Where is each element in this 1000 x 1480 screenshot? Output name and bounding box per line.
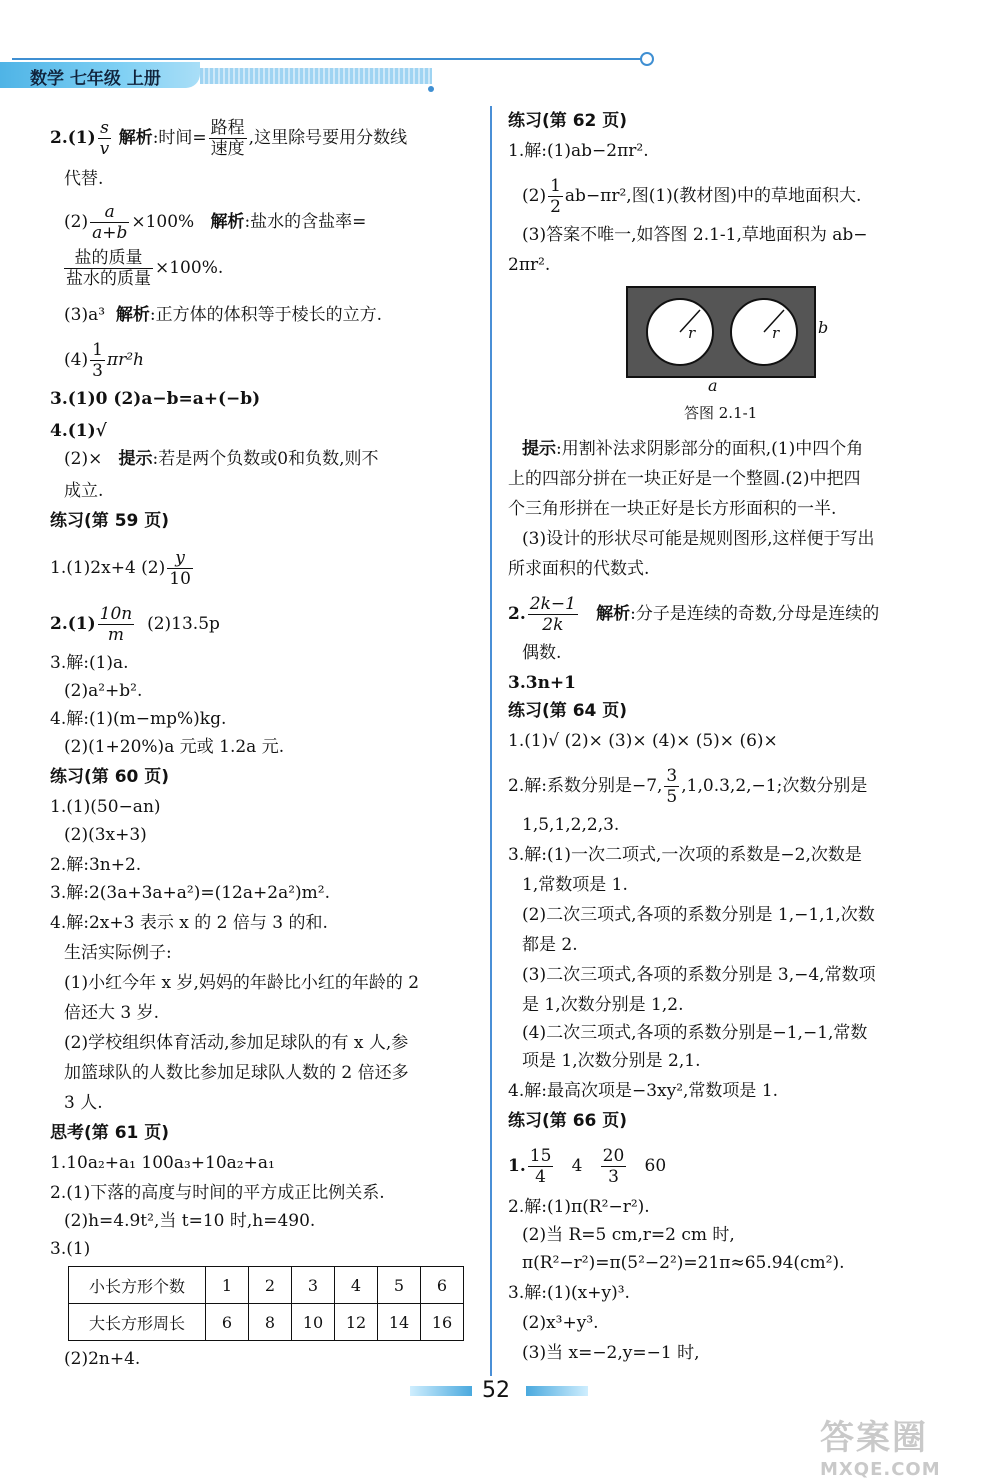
- section-heading-60: 练习(第 60 页): [50, 767, 170, 787]
- watermark: [820, 1410, 941, 1480]
- section-heading-64: 练习(第 64 页): [508, 701, 628, 721]
- right-p62-1d: 2πr².: [508, 255, 551, 275]
- right-p64-3e: (3)二次三项式,各项的系数分别是 3,−4,常数项: [522, 965, 876, 985]
- right-p66-1: 1. $\frac{15}{4}$ 4 $\frac{20}{3}$ 60: [508, 1146, 667, 1187]
- left-p60-4c: (1)小红今年 x 岁,妈妈的年龄比小红的年龄的 2: [64, 973, 420, 993]
- left-t61-3: 3.(1): [50, 1239, 91, 1259]
- radius-line: [732, 300, 796, 364]
- left-p60-4d: 倍还大 3 岁.: [64, 1003, 160, 1023]
- page-number-decoration-left: [410, 1386, 472, 1396]
- left-p60-1b: (2)(3x+3): [64, 825, 147, 845]
- right-p64-3b: 1,常数项是 1.: [522, 875, 628, 895]
- right-p64-3g: (4)二次三项式,各项的系数分别是−1,−1,常数: [522, 1023, 868, 1043]
- left-p59-3: 3.解:(1)a.: [50, 653, 129, 673]
- header-rule: [12, 58, 644, 60]
- right-p66-3: 3.解:(1)(x+y)³.: [508, 1283, 630, 1303]
- radius-label: r: [688, 324, 696, 342]
- fraction: $\frac{3}{5}$: [666, 766, 678, 807]
- header-stripe-dot: [428, 86, 434, 92]
- table-cell: 12: [335, 1304, 378, 1341]
- left-p60-4b: 生活实际例子:: [64, 943, 172, 963]
- watermark-logo-text: 答案圈: [820, 1418, 928, 1458]
- right-p64-3h: 项是 1,次数分别是 2,1.: [522, 1051, 701, 1071]
- right-p64-3f: 是 1,次数分别是 1,2.: [522, 995, 684, 1015]
- table-cell: 6: [206, 1304, 249, 1341]
- section-heading-59: 练习(第 59 页): [50, 511, 170, 531]
- right-p64-3d: 都是 2.: [522, 935, 578, 955]
- header-stripe: [200, 68, 432, 84]
- left-p59-2: 2.(1) $\frac{10n}{m}$ (2)13.5p: [50, 604, 220, 645]
- right-p62-1b: (2) $\frac{1}{2}$ ab−πr²,图(1)(教材图)中的草地面积大.: [522, 176, 862, 217]
- fraction: $\frac{a}{a+b}$: [92, 202, 128, 243]
- left-p59-3b: (2)a²+b².: [64, 681, 143, 701]
- fraction: $\frac{15}{4}$: [529, 1146, 552, 1187]
- right-hint-3: 个三角形拼在一块正好是长方形面积的一半.: [508, 499, 837, 519]
- left-p60-2: 2.解:3n+2.: [50, 855, 142, 875]
- header-dot: [640, 52, 654, 66]
- table-cell: 8: [249, 1304, 292, 1341]
- left-p59-4: 4.解:(1)(m−mp%)kg.: [50, 709, 227, 729]
- right-p62-1c: (3)答案不唯一,如答图 2.1-1,草地面积为 ab−: [522, 225, 868, 245]
- left-p60-3: 3.解:2(3a+3a+a²)=(12a+2a²)m².: [50, 883, 330, 903]
- table-cell: 16: [421, 1304, 464, 1341]
- table-cell: 3: [292, 1267, 335, 1304]
- circle-left: [646, 298, 714, 366]
- fraction: $\frac{\text{路程}}{\text{速度}}$: [210, 118, 245, 159]
- figure-caption: 答图 2.1-1: [684, 404, 758, 422]
- right-p64-4: 4.解:最高次项是−3xy²,常数项是 1.: [508, 1081, 779, 1101]
- header-title: 数学 七年级 上册: [30, 69, 161, 89]
- table-cell: 大长方形周长: [69, 1304, 206, 1341]
- left-p60-1: 1.(1)(50−an): [50, 797, 161, 817]
- right-p66-2b: (2)当 R=5 cm,r=2 cm 时,: [522, 1225, 735, 1245]
- right-hint-5: 所求面积的代数式.: [508, 559, 650, 579]
- radius-label: r: [772, 324, 780, 342]
- left-p59-1: 1.(1)2x+4 (2) $\frac{y}{10}$: [50, 548, 191, 589]
- right-hint-1: 提示:用割补法求阴影部分的面积,(1)中四个角: [522, 439, 864, 459]
- table-cell: 1: [206, 1267, 249, 1304]
- table-row: [69, 1304, 464, 1341]
- section-heading-66: 练习(第 66 页): [508, 1111, 628, 1131]
- fraction: $\frac{20}{3}$: [602, 1146, 625, 1187]
- left-q3: 3.(1)0 (2)a−b=a+(−b): [50, 389, 261, 409]
- answer-figure: [626, 286, 816, 378]
- section-heading-62: 练习(第 62 页): [508, 111, 628, 131]
- left-t61-3b: (2)2n+4.: [64, 1349, 141, 1369]
- left-q2-1-cont: 代替.: [64, 169, 104, 189]
- watermark-url: MXQE.COM: [820, 1459, 941, 1480]
- figure-label-a: a: [708, 376, 718, 395]
- table-row: [69, 1267, 464, 1304]
- left-p60-4g: 3 人.: [64, 1093, 103, 1113]
- circle-right: [730, 298, 798, 366]
- right-p62-2: 2. $\frac{2k-1}{2k}$ 解析:分子是连续的奇数,分母是连续的: [508, 594, 880, 635]
- right-p64-3: 3.解:(1)一次二项式,一次项的系数是−2,次数是: [508, 845, 862, 865]
- fraction: $\frac{1}{2}$: [550, 176, 561, 217]
- table-cell: 10: [292, 1304, 335, 1341]
- left-p60-4e: (2)学校组织体育活动,参加足球队的有 x 人,参: [64, 1033, 409, 1053]
- section-heading-61: 思考(第 61 页): [50, 1123, 170, 1143]
- left-q2-2-cont: $\frac{\text{盐的质量}}{\text{盐水的质量}}$ ×100%.: [66, 248, 224, 289]
- running-header: [0, 62, 200, 88]
- fraction: $\frac{s}{v}$: [99, 118, 110, 159]
- fraction: $\frac{10n}{m}$: [99, 604, 133, 645]
- right-p62-1: 1.解:(1)ab−2πr².: [508, 141, 649, 161]
- fraction: $\frac{2k-1}{2k}$: [529, 594, 576, 635]
- right-p66-3c: (3)当 x=−2,y=−1 时,: [522, 1343, 700, 1363]
- table-cell: 5: [378, 1267, 421, 1304]
- fraction: $\frac{\text{盐的质量}}{\text{盐水的质量}}$: [66, 248, 151, 289]
- right-p66-3b: (2)x³+y³.: [522, 1313, 599, 1333]
- left-q2-2: (2) $\frac{a}{a+b}$ ×100% 解析:盐水的含盐率=: [64, 202, 367, 243]
- table-cell: 6: [421, 1267, 464, 1304]
- column-divider: [490, 106, 492, 1376]
- right-hint-2: 上的四部分拼在一块正好是一个整圆.(2)中把四: [508, 469, 861, 489]
- page-number-decoration-right: [526, 1386, 588, 1396]
- figure-label-b: b: [818, 318, 829, 337]
- right-p62-3: 3.3n+1: [508, 673, 577, 693]
- right-p66-2: 2.解:(1)π(R²−r²).: [508, 1197, 650, 1217]
- right-p62-2-cont: 偶数.: [522, 643, 562, 663]
- table-cell: 小长方形个数: [69, 1267, 206, 1304]
- right-hint-4: (3)设计的形状尽可能是规则图形,这样便于写出: [522, 529, 875, 549]
- left-q2-4: (4) $\frac{1}{3}$ πr²h: [64, 340, 144, 381]
- left-q4-2: (2)× 提示:若是两个负数或0和负数,则不: [64, 449, 379, 469]
- fraction: $\frac{y}{10}$: [169, 548, 191, 589]
- left-q2-3: (3)a³ 解析:正方体的体积等于棱长的立方.: [64, 305, 382, 325]
- left-q4-1: 4.(1)√: [50, 421, 107, 441]
- table-cell: 14: [378, 1304, 421, 1341]
- right-p64-1: 1.(1)√ (2)× (3)× (4)× (5)× (6)×: [508, 731, 778, 751]
- right-p66-2c: π(R²−r²)=π(5²−2²)=21π≈65.94(cm²).: [522, 1253, 845, 1273]
- data-table: [68, 1266, 464, 1341]
- left-q2-1: 2.(1) $\frac{s}{v}$ 解析:时间= $\frac{\text{路程}}{\text{速度}}$ ,这里除号要用分数线: [50, 118, 408, 159]
- fraction: $\frac{1}{3}$: [92, 340, 103, 381]
- right-p64-2: 2.解:系数分别是−7, $\frac{3}{5}$ ,1,0.3,2,−1;次数分别是: [508, 766, 868, 807]
- radius-line: [648, 300, 712, 364]
- left-t61-2b: (2)h=4.9t²,当 t=10 时,h=490.: [64, 1211, 316, 1231]
- left-p59-4b: (2)(1+20%)a 元或 1.2a 元.: [64, 737, 285, 757]
- left-p60-4f: 加篮球队的人数比参加足球队人数的 2 倍还多: [64, 1063, 409, 1083]
- left-t61-2: 2.(1)下落的高度与时间的平方成正比例关系.: [50, 1183, 385, 1203]
- left-p60-4: 4.解:2x+3 表示 x 的 2 倍与 3 的和.: [50, 913, 328, 933]
- left-q4-2-cont: 成立.: [64, 481, 104, 501]
- left-t61-1: 1.10a₂+a₁ 100a₃+10a₂+a₁: [50, 1153, 275, 1173]
- page-number: 52: [482, 1378, 510, 1403]
- right-p64-2b: 1,5,1,2,2,3.: [522, 815, 620, 835]
- table-cell: 4: [335, 1267, 378, 1304]
- table-cell: 2: [249, 1267, 292, 1304]
- right-p64-3c: (2)二次三项式,各项的系数分别是 1,−1,1,次数: [522, 905, 875, 925]
